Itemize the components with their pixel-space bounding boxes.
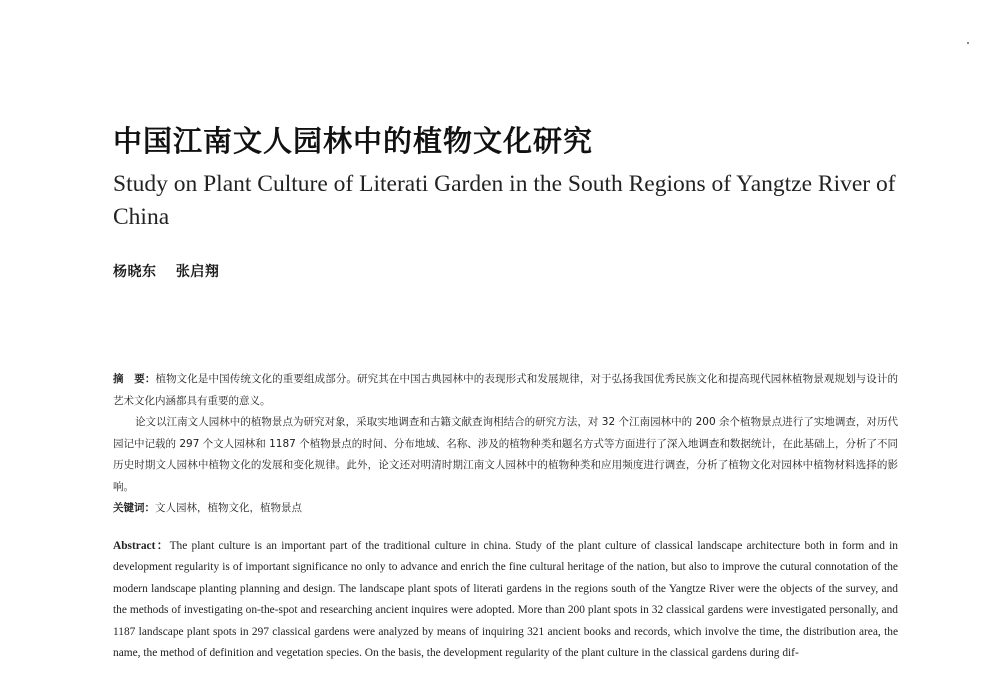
- title-english: Study on Plant Culture of Literati Garden in the South Regions of Yangtze River of China: [113, 171, 896, 230]
- title-chinese: 中国江南文人园林中的植物文化研究: [113, 124, 594, 159]
- abstract-cn-text-1: 植物文化是中国传统文化的重要组成部分。研究其在中国古典园林中的表现形式和发展规律，对于弘扬我国优秀民族文化和提高现代园林植物景观规划与设计的艺术文化内涵都具有重要的意义。: [113, 373, 899, 407]
- keywords-chinese: [113, 498, 898, 520]
- author-name: 杨晓东: [113, 264, 157, 280]
- author-list: [113, 261, 219, 281]
- author-name: 张启翔: [175, 264, 220, 280]
- abstract-chinese: [113, 369, 898, 520]
- abstract-cn-para-2: [113, 412, 898, 498]
- abstract-cn-text-2: 论文以江南文人园林中的植物景点为研究对象，采取实地调查和古籍文献查询相结合的研究方法，对 32 个江南园林中的 200 余个植物景点进行了实地调查，对历代园记中记载的 297 个文人园林和 1187 个植物景点的时间、分布地域、名称、涉及的植物种类和题名方式等方面进行了深入地调查和数据统计，在此基础上，分析了不同历史时期文人园林中植物文化的发展和变化规律。此外，论文还对明清时期江南文人园林中的植物种类和应用频度进行调查，分析了植物文化对园林中植物材料选择的影响。: [113, 416, 898, 493]
- abstract-en-text: The plant culture is an important part of the traditional culture in china. Study of the plant culture of classical landscape architecture both in form and in development regularity is of important significance no only to advance and enrich the fine cultural heritage of the nation, but also to improve the cutural connotation of the modern landscape planting planning and design. The landscape plant spots of literati gardens in the regions south of the Yangtze River were the objects of the survey, and the methods of investigating on-the-spot and researching ancient inquires were adopted. More than 200 plant spots in 32 classical gardens were investigated personally, and 1187 landscape plant spots in 297 classical gardens were analyzed by means of inquiring 321 ancient books and records, which involve the time, the distribution area, the name, the method of definition and vegetation species. On the basis, the development regularity of the plant culture in the classical gardens during dif-: [113, 540, 899, 660]
- keywords-cn-text: 文人园林，植物文化，植物景点: [155, 502, 302, 514]
- abstract-english: [113, 536, 898, 664]
- abstract-cn-label: 摘 要：: [113, 373, 156, 385]
- abstract-cn-para-1: [113, 369, 898, 412]
- abstract-en-label: Abstract：: [113, 540, 170, 552]
- keywords-cn-label: 关键词：: [113, 502, 155, 514]
- scan-speck: [967, 42, 969, 44]
